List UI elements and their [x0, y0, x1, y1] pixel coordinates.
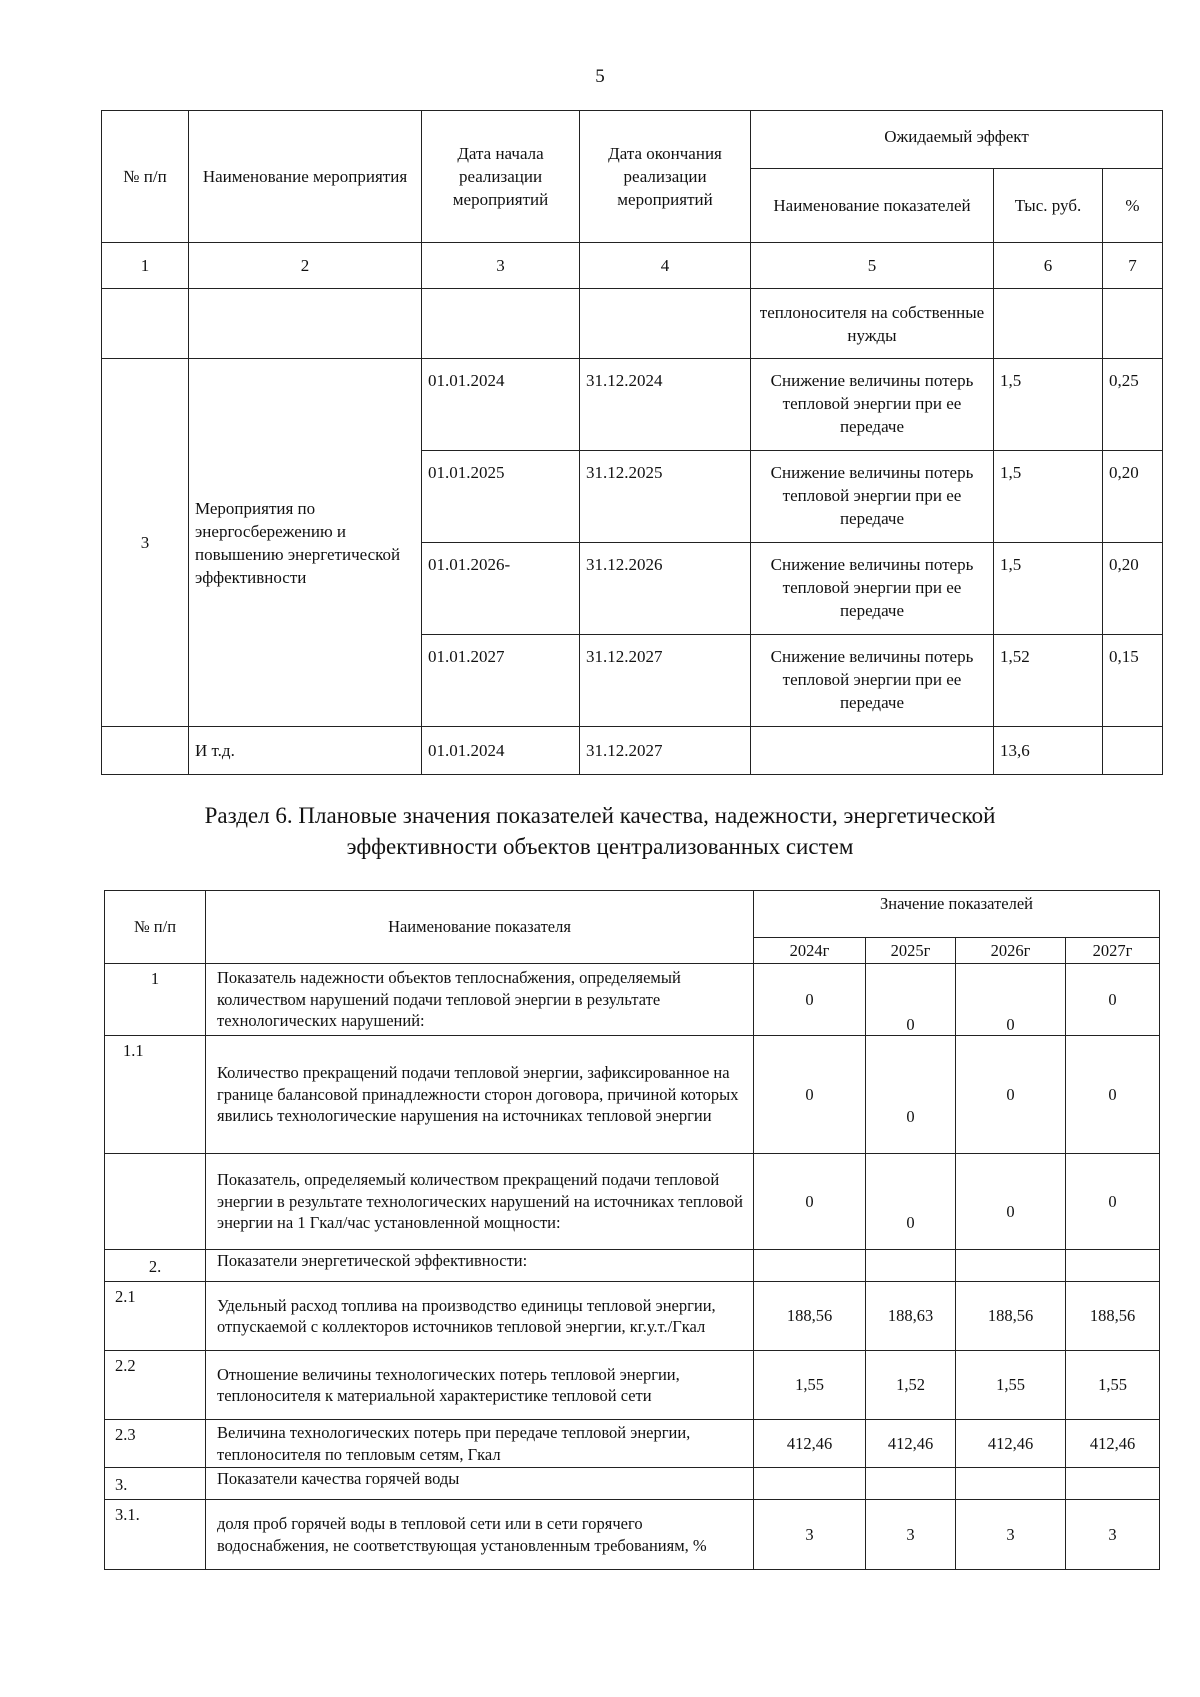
header-measure-name: Наименование мероприятия	[189, 111, 422, 243]
value-2024: 412,46	[754, 1420, 866, 1468]
value-2024	[754, 1250, 866, 1282]
value-2024	[754, 1468, 866, 1500]
value-2024: 0	[754, 1036, 866, 1154]
table-row	[105, 1154, 1160, 1250]
value-2025: 188,63	[866, 1282, 956, 1351]
end-date: 31.12.2024	[580, 359, 751, 451]
col-number: 7	[1103, 243, 1163, 289]
header-indicator-name: Наименование показателя	[206, 891, 754, 964]
section-title-line-2: эффективности объектов централизованных систем	[346, 834, 854, 859]
value-2027: 3	[1066, 1500, 1160, 1570]
table-row	[105, 1036, 1160, 1154]
value-2026: 412,46	[956, 1420, 1066, 1468]
col-number: 4	[580, 243, 751, 289]
table-row	[105, 1420, 1160, 1468]
row-name: Количество прекращений подачи тепловой энергии, зафиксированное на границе балансовой принадлежности сторон договора, причиной которых явились технологические нарушения на источниках тепловой энергии	[206, 1036, 754, 1154]
indicator: Снижение величины потерь тепловой энергии при ее передаче	[751, 543, 994, 635]
row-name: доля проб горячей воды в тепловой сети или в сети горячего водоснабжения, не соответствующая установленным требованиям, %	[206, 1500, 754, 1570]
measures-table	[101, 110, 1163, 775]
row-num: 1.1	[105, 1036, 206, 1154]
row-num: 2.3	[105, 1420, 206, 1468]
indicator: Снижение величины потерь тепловой энергии при ее передаче	[751, 635, 994, 727]
value-2026	[956, 1468, 1066, 1500]
pct-value: 0,20	[1103, 451, 1163, 543]
group-name: Мероприятия по энергосбережению и повышению энергетической эффективности	[189, 359, 422, 727]
indicators-table	[104, 890, 1160, 1570]
section-title-line-1: Раздел 6. Плановые значения показателей качества, надежности, энергетической	[204, 803, 996, 828]
value-2026: 0	[956, 964, 1066, 1036]
value-2027: 0	[1066, 1036, 1160, 1154]
row-num: 3.	[105, 1468, 206, 1500]
value-2026	[956, 1250, 1066, 1282]
col-number: 2	[189, 243, 422, 289]
header-rub: Тыс. руб.	[994, 169, 1103, 243]
page-number: 5	[595, 66, 605, 87]
rub-value: 1,5	[994, 543, 1103, 635]
table-row	[105, 1351, 1160, 1420]
row-num	[105, 1154, 206, 1250]
rub-value: 1,52	[994, 635, 1103, 727]
row-num: 2.	[105, 1250, 206, 1282]
row-name: Показатель, определяемый количеством прекращений подачи тепловой энергии в результате технологических нарушений на источниках тепловой энергии на 1 Гкал/час установленной мощности:	[206, 1154, 754, 1250]
row-num: 3.1.	[105, 1500, 206, 1570]
table-row	[105, 1500, 1160, 1570]
continuation-text: теплоносителя на собственные нужды	[751, 289, 994, 359]
col-number: 1	[102, 243, 189, 289]
header-percent: %	[1103, 169, 1163, 243]
rub-value: 1,5	[994, 451, 1103, 543]
header-year: 2027г	[1066, 938, 1160, 964]
end-date: 31.12.2026	[580, 543, 751, 635]
header-end-date: Дата окончания реализации мероприятий	[580, 111, 751, 243]
value-2024: 0	[754, 964, 866, 1036]
section-title	[0, 800, 1200, 862]
value-2027	[1066, 1468, 1160, 1500]
value-2025: 0	[866, 1154, 956, 1250]
col-number: 3	[422, 243, 580, 289]
end-date: 31.12.2025	[580, 451, 751, 543]
header-num: № п/п	[105, 891, 206, 964]
value-2025	[866, 1468, 956, 1500]
value-2027	[1066, 1250, 1160, 1282]
end-date: 31.12.2027	[580, 635, 751, 727]
table-row	[105, 1282, 1160, 1351]
table-row	[102, 289, 1163, 359]
row-num: 2.1	[105, 1282, 206, 1351]
header-year: 2025г	[866, 938, 956, 964]
value-2025: 0	[866, 964, 956, 1036]
value-2024: 1,55	[754, 1351, 866, 1420]
row-num: 1	[105, 964, 206, 1036]
header-indicator-name: Наименование показателей	[751, 169, 994, 243]
total-end-date: 31.12.2027	[580, 727, 751, 775]
value-2024: 188,56	[754, 1282, 866, 1351]
pct-value: 0,20	[1103, 543, 1163, 635]
value-2027: 0	[1066, 1154, 1160, 1250]
header-year: 2024г	[754, 938, 866, 964]
value-2027: 1,55	[1066, 1351, 1160, 1420]
start-date: 01.01.2026-	[422, 543, 580, 635]
row-name: Показатели энергетической эффективности:	[206, 1250, 754, 1282]
row-name: Удельный расход топлива на производство единицы тепловой энергии, отпускаемой с коллекторов источников тепловой энергии, кг.у.т./Гкал	[206, 1282, 754, 1351]
indicator: Снижение величины потерь тепловой энергии при ее передаче	[751, 359, 994, 451]
table-row	[102, 359, 1163, 451]
value-2025: 0	[866, 1036, 956, 1154]
value-2026: 1,55	[956, 1351, 1066, 1420]
table-row-total	[102, 727, 1163, 775]
total-start-date: 01.01.2024	[422, 727, 580, 775]
total-name: И т.д.	[189, 727, 422, 775]
row-num: 2.2	[105, 1351, 206, 1420]
value-2025: 1,52	[866, 1351, 956, 1420]
table-row	[105, 964, 1160, 1036]
table-row	[105, 1468, 1160, 1500]
value-2026: 3	[956, 1500, 1066, 1570]
group-num: 3	[102, 359, 189, 727]
row-name: Величина технологических потерь при передаче тепловой энергии, теплоносителя по тепловым сетям, Гкал	[206, 1420, 754, 1468]
value-2026: 188,56	[956, 1282, 1066, 1351]
pct-value: 0,25	[1103, 359, 1163, 451]
col-number: 5	[751, 243, 994, 289]
value-2026: 0	[956, 1154, 1066, 1250]
value-2025	[866, 1250, 956, 1282]
header-year: 2026г	[956, 938, 1066, 964]
pct-value: 0,15	[1103, 635, 1163, 727]
header-expected-effect: Ожидаемый эффект	[751, 111, 1163, 169]
row-name: Отношение величины технологических потерь тепловой энергии, теплоносителя к материальной характеристике тепловой сети	[206, 1351, 754, 1420]
value-2026: 0	[956, 1036, 1066, 1154]
start-date: 01.01.2027	[422, 635, 580, 727]
value-2025: 3	[866, 1500, 956, 1570]
start-date: 01.01.2024	[422, 359, 580, 451]
start-date: 01.01.2025	[422, 451, 580, 543]
indicator: Снижение величины потерь тепловой энергии при ее передаче	[751, 451, 994, 543]
value-2027: 0	[1066, 964, 1160, 1036]
value-2027: 412,46	[1066, 1420, 1160, 1468]
value-2027: 188,56	[1066, 1282, 1160, 1351]
value-2024: 0	[754, 1154, 866, 1250]
total-rub: 13,6	[994, 727, 1103, 775]
header-num: № п/п	[102, 111, 189, 243]
header-values: Значение показателей	[754, 891, 1160, 938]
rub-value: 1,5	[994, 359, 1103, 451]
header-start-date: Дата начала реализации мероприятий	[422, 111, 580, 243]
row-name: Показатели качества горячей воды	[206, 1468, 754, 1500]
col-number: 6	[994, 243, 1103, 289]
value-2024: 3	[754, 1500, 866, 1570]
table-row	[105, 1250, 1160, 1282]
value-2025: 412,46	[866, 1420, 956, 1468]
row-name: Показатель надежности объектов теплоснабжения, определяемый количеством нарушений подачи тепловой энергии в результате технологических нарушений:	[206, 964, 754, 1036]
